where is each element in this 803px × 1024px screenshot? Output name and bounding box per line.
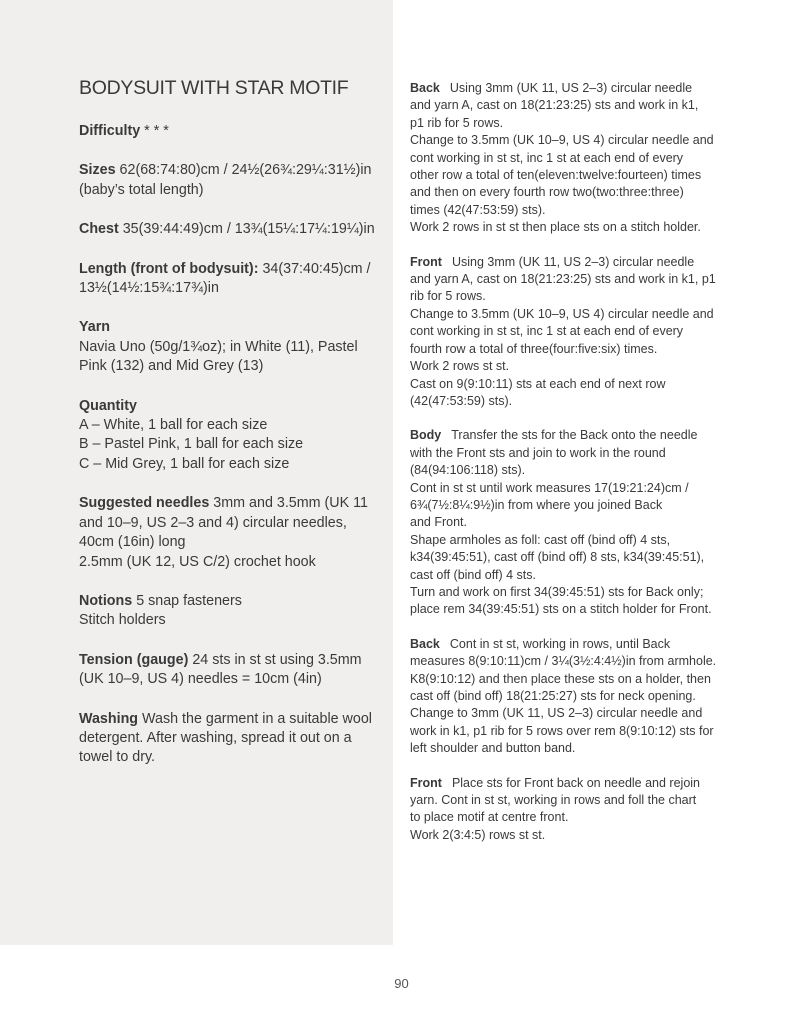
section-text-line: measures 8(9:10:11)cm / 3¼(3½:4:4½)in from armhole. bbox=[410, 654, 717, 669]
spec-notions bbox=[79, 592, 379, 631]
section-text-line: 6¾(7½:8¼:9½)in from where you joined Back bbox=[410, 497, 663, 512]
spec-label: Difficulty bbox=[79, 123, 141, 139]
spec-length-front-of-bodysuit bbox=[79, 260, 379, 299]
spec-quantity bbox=[79, 397, 379, 475]
spec-value-line: B – Pastel Pink, 1 ball for each size bbox=[79, 436, 304, 453]
spec-label: Quantity bbox=[79, 397, 137, 414]
spec-value-line: 5 snap fasteners bbox=[136, 592, 242, 609]
section-text-line: cont working in st st, inc 1 st at each end of every bbox=[410, 324, 684, 339]
spec-label: Yarn bbox=[79, 319, 110, 336]
spec-value-line: 3mm and 3.5mm (UK 11 bbox=[213, 495, 368, 512]
section-text-line: p1 rib for 5 rows. bbox=[410, 115, 504, 130]
section-text-line: Work 2 rows in st st then place sts on a stitch holder. bbox=[410, 220, 701, 235]
section-text-line: Transfer the sts for the Back onto the needle bbox=[451, 428, 698, 443]
spec-value-line: 62(68:74:80)cm / 24½(26¾:29¼:31½)in bbox=[119, 162, 372, 179]
spec-value-line: 35(39:44:49)cm / 13¾(15¼:17¼:19¼)in bbox=[122, 221, 375, 238]
spec-value-line: Stitch holders bbox=[79, 612, 166, 629]
section-text-line: other row a total of ten(eleven:twelve:fourteen) times bbox=[410, 168, 702, 183]
page-number: 90 bbox=[394, 976, 409, 991]
spec-label: Tension (gauge) bbox=[79, 651, 189, 668]
section-text-line: Change to 3.5mm (UK 10–9, US 4) circular needle and bbox=[410, 133, 714, 148]
section-text-line: work in k1, p1 rib for 5 rows over rem 8(9:10:12) sts for bbox=[410, 723, 714, 738]
spec-sizes bbox=[79, 161, 379, 200]
spec-value-line: A – White, 1 ball for each size bbox=[79, 417, 268, 434]
section-text-line: with the Front sts and join to work in the round bbox=[410, 445, 666, 460]
spec-washing bbox=[79, 710, 379, 768]
spec-value-line: towel to dry. bbox=[79, 749, 156, 766]
section-text-line: Change to 3.5mm (UK 10–9, US 4) circular needle and bbox=[410, 306, 714, 321]
spec-value-line: (baby’s total length) bbox=[79, 181, 204, 198]
section-text-line: and yarn A, cast on 18(21:23:25) sts and work in k1, p1 bbox=[410, 272, 716, 287]
section-body bbox=[410, 427, 728, 618]
section-text-line: (42(47:53:59) sts). bbox=[410, 393, 513, 408]
section-text-line: k34(39:45:51), cast off (bind off) 8 sts, k34(39:45:51), bbox=[410, 550, 705, 565]
section-text-line: fourth row a total of three(four:five:six) times. bbox=[410, 341, 658, 356]
spec-label: Suggested needles bbox=[79, 495, 210, 512]
spec-label: Chest bbox=[79, 221, 119, 238]
section-text-line: Work 2(3:4:5) rows st st. bbox=[410, 827, 546, 842]
section-text-line: and yarn A, cast on 18(21:23:25) sts and work in k1, bbox=[410, 98, 699, 113]
section-text-line: and Front. bbox=[410, 515, 467, 530]
spec-value-line: and 10–9, US 2–3 and 4) circular needles, bbox=[79, 514, 347, 531]
section-text-line: K8(9:10:12) and then place these sts on a holder, then bbox=[410, 671, 711, 686]
spec-tension-gauge bbox=[79, 651, 379, 690]
section-heading: Front bbox=[410, 775, 442, 790]
spec-value-line: 13½(14½:15¾:17¾)in bbox=[79, 280, 219, 297]
section-text-line: Place sts for Front back on needle and rejoin bbox=[451, 775, 700, 790]
spec-value-line: 24 sts in st st using 3.5mm bbox=[192, 651, 362, 668]
section-text-line: rib for 5 rows. bbox=[410, 289, 486, 304]
section-text-line: to place motif at centre front. bbox=[410, 810, 569, 825]
section-text-line: cast off (bind off) 18(21:25:27) sts for neck opening. bbox=[410, 689, 696, 703]
section-text-line: (84(94:106:118) sts). bbox=[410, 463, 526, 478]
section-front bbox=[410, 254, 728, 411]
spec-label: Length (front of bodysuit): bbox=[79, 260, 259, 277]
section-text-line: cast off (bind off) 4 sts. bbox=[410, 567, 536, 582]
instructions-column bbox=[410, 80, 728, 861]
spec-value-line: Wash the garment in a suitable wool bbox=[142, 710, 372, 727]
section-text-line: Using 3mm (UK 11, US 2–3) circular needle bbox=[449, 81, 693, 95]
section-heading: Body bbox=[410, 428, 442, 443]
section-heading: Back bbox=[410, 636, 440, 651]
section-text-line: times (42(47:53:59) sts). bbox=[410, 202, 546, 217]
spec-value-line: Navia Uno (50g/1¾oz); in White (11), Pastel bbox=[79, 338, 358, 355]
section-text-line: yarn. Cont in st st, working in rows and foll the chart bbox=[410, 793, 697, 808]
spec-value-line: C – Mid Grey, 1 ball for each size bbox=[79, 455, 290, 472]
section-back bbox=[410, 636, 728, 758]
section-text-line: Turn and work on first 34(39:45:51) sts for Back only; bbox=[410, 584, 704, 599]
spec-difficulty bbox=[79, 122, 379, 141]
section-text-line: Shape armholes as foll: cast off (bind off) 4 sts, bbox=[410, 532, 671, 547]
spec-value-line: Pink (132) and Mid Grey (13) bbox=[79, 358, 264, 375]
section-text-line: place rem 34(39:45:51) sts on a stitch holder for Front. bbox=[410, 602, 712, 617]
spec-value-line: (UK 10–9, US 4) needles = 10cm (4in) bbox=[79, 671, 322, 688]
section-front bbox=[410, 775, 728, 845]
section-text-line: Cont in st st until work measures 17(19:21:24)cm / bbox=[410, 480, 689, 495]
section-text-line: Cast on 9(9:10:11) sts at each end of next row bbox=[410, 376, 666, 391]
section-text-line: Work 2 rows st st. bbox=[410, 359, 510, 374]
spec-yarn bbox=[79, 318, 379, 376]
spec-value-line: * * * bbox=[144, 123, 169, 139]
section-text-line: and then on every fourth row two(two:three:three) bbox=[410, 185, 684, 200]
section-text-line: Change to 3mm (UK 11, US 2–3) circular needle and bbox=[410, 706, 703, 721]
page-title: BODYSUIT WITH STAR MOTIF bbox=[79, 77, 349, 99]
spec-value-line: 34(37:40:45)cm / bbox=[262, 260, 371, 277]
section-back bbox=[410, 80, 728, 237]
spec-suggested-needles bbox=[79, 494, 379, 572]
spec-label: Sizes bbox=[79, 162, 116, 179]
section-heading: Back bbox=[410, 81, 440, 95]
section-text-line: Cont in st st, working in rows, until Back bbox=[449, 636, 671, 651]
spec-value-line: 2.5mm (UK 12, US C/2) crochet hook bbox=[79, 553, 316, 570]
section-text-line: left shoulder and button band. bbox=[410, 741, 576, 756]
spec-label: Washing bbox=[79, 710, 139, 727]
spec-value-line: detergent. After washing, spread it out on a bbox=[79, 729, 352, 746]
specs-list bbox=[79, 122, 379, 768]
spec-chest bbox=[79, 220, 379, 239]
spec-value-line: 40cm (16in) long bbox=[79, 534, 186, 551]
section-text-line: Using 3mm (UK 11, US 2–3) circular needle bbox=[451, 254, 695, 269]
section-heading: Front bbox=[410, 254, 442, 269]
left-column bbox=[79, 76, 379, 788]
spec-label: Notions bbox=[79, 592, 133, 609]
section-text-line: cont working in st st, inc 1 st at each end of every bbox=[410, 150, 684, 165]
